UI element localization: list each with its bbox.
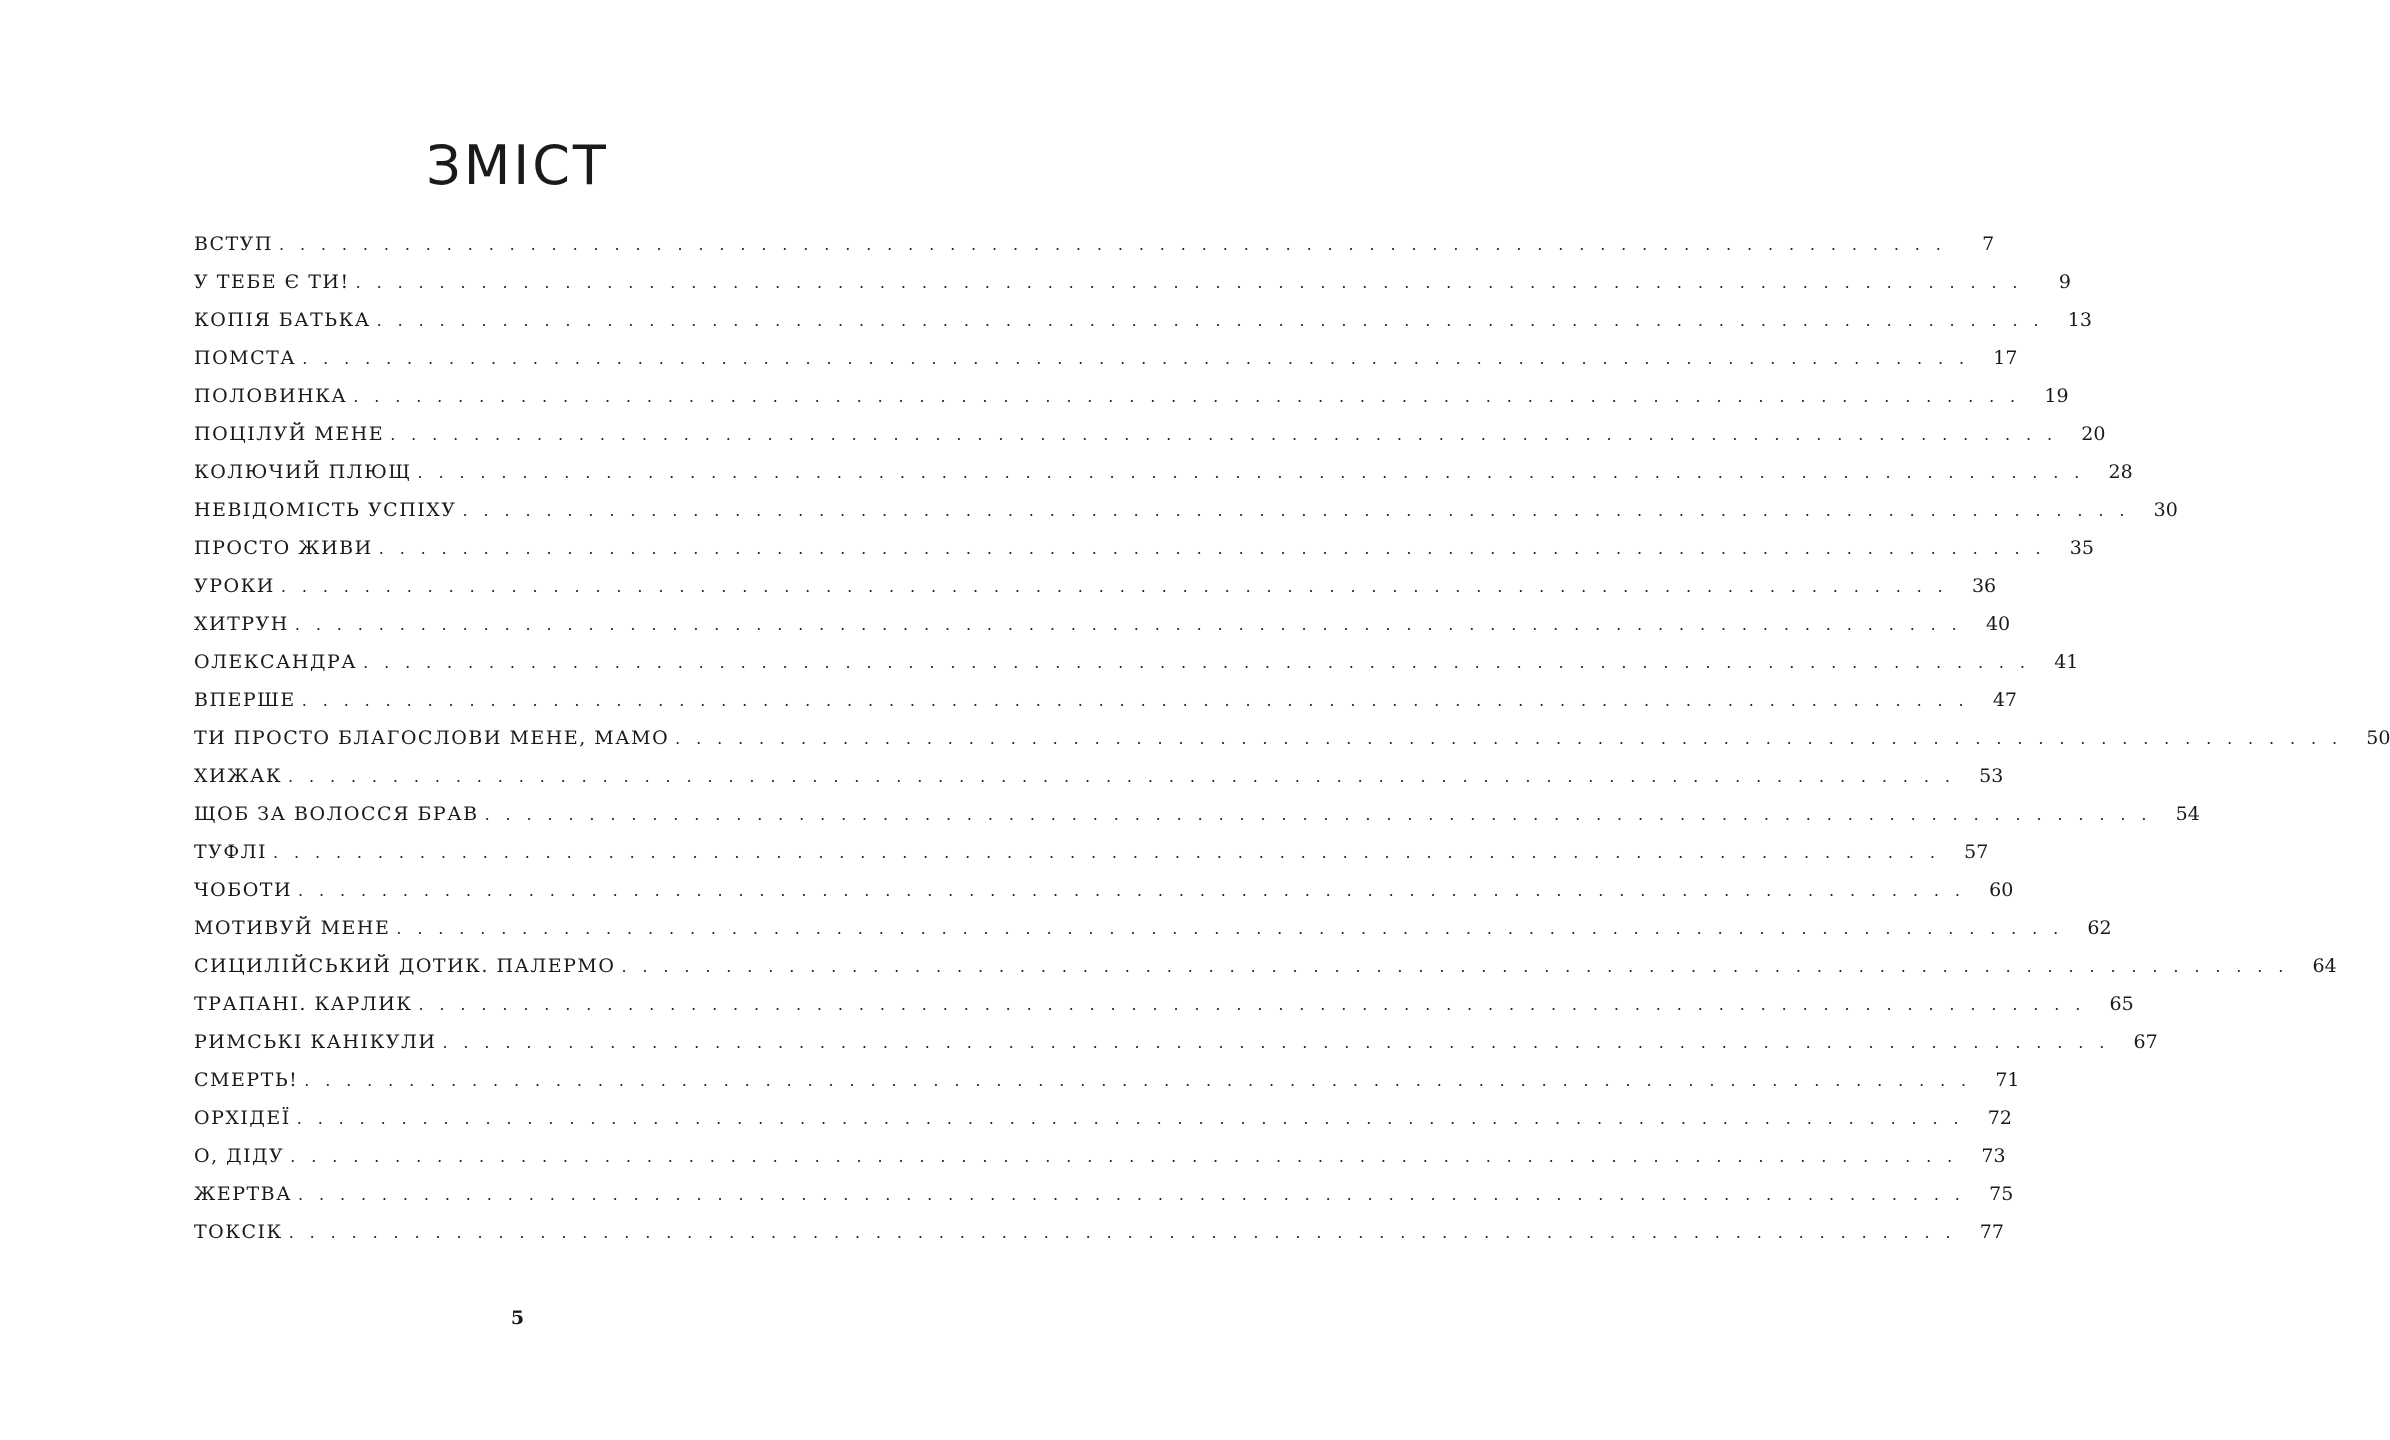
toc-entry-title: МОТИВУЙ МЕНЕ (194, 917, 391, 939)
toc-entry-title: ТРАПАНІ. КАРЛИК (194, 993, 413, 1015)
toc-entry[interactable] (194, 605, 2011, 643)
dot-leader: . . . . . . . . . . . . . . . . . . . . . . . . . . . . . . . . . . . . . . . . . . . . . . . . . . . . . . . . . . . . . . . . . . . . . . . . . . . . . . . . (378, 539, 2046, 558)
toc-entry-page-number: 40 (1985, 613, 2011, 635)
toc-entry-page-number: 53 (1979, 765, 2004, 787)
dot-leader: . . . . . . . . . . . . . . . . . . . . . . . . . . . . . . . . . . . . . . . . . . . . . . . . . . . . . . . . . . . . . . . . . . . . . . . . . . . . . . . . (304, 1071, 1972, 1090)
toc-entry[interactable] (194, 719, 2390, 757)
toc-entry[interactable] (194, 301, 2092, 339)
toc-entry-title: РИМСЬКІ КАНІКУЛИ (194, 1031, 437, 1053)
toc-entry[interactable] (194, 909, 2112, 947)
toc-entry-title: ОРХІДЕЇ (194, 1107, 291, 1129)
toc-entry-title: НЕВІДОМІСТЬ УСПІХУ (194, 499, 457, 521)
toc-entry-page-number: 20 (2081, 423, 2106, 445)
dot-leader: . . . . . . . . . . . . . . . . . . . . . . . . . . . . . . . . . . . . . . . . . . . . . . . . . . . . . . . . . . . . . . . . . . . . . . . . . . . . . . . . (301, 691, 1970, 710)
toc-entry-page-number: 71 (1995, 1069, 2020, 1091)
toc-entry-page-number: 54 (2175, 803, 2200, 825)
dot-leader: . . . . . . . . . . . . . . . . . . . . . . . . . . . . . . . . . . . . . . . . . . . . . . . . . . . . . . . . . . . . . . . . . . . . . . . . . . . . . . . . (290, 1147, 1958, 1166)
toc-entry-page-number: 65 (2109, 993, 2134, 1015)
dot-leader: . . . . . . . . . . . . . . . . . . . . . . . . . . . . . . . . . . . . . . . . . . . . . . . . . . . . . . . . . . . . . . . . . . . . . . . . . . . . . . . . (302, 349, 1970, 368)
toc-entry-page-number: 75 (1989, 1183, 2014, 1205)
dot-leader: . . . . . . . . . . . . . . . . . . . . . . . . . . . . . . . . . . . . . . . . . . . . . . . . . . . . . . . . . . . . . . . . . . . . . . . . . . . . . . . . (273, 843, 1941, 862)
dot-leader: . . . . . . . . . . . . . . . . . . . . . . . . . . . . . . . . . . . . . . . . . . . . . . . . . . . . . . . . . . . . . . . . . . . . . . . . . . . . . . . . (280, 577, 1949, 596)
toc-entry-title: О, ДІДУ (194, 1145, 285, 1167)
toc-entry-page-number: 13 (2067, 309, 2092, 331)
toc-entry[interactable] (194, 947, 2337, 985)
toc-entry-page-number: 7 (1982, 233, 1995, 255)
toc-entry-title: ВСТУП (194, 233, 273, 255)
toc-entry-title: ПОМСТА (194, 347, 297, 369)
dot-leader: . . . . . . . . . . . . . . . . . . . . . . . . . . . . . . . . . . . . . . . . . . . . . . . . . . . . . . . . . . . . . . . . . . . . . . . . . . . . . . . . (417, 463, 2085, 482)
toc-entry[interactable] (194, 985, 2134, 1023)
dot-leader: . . . . . . . . . . . . . . . . . . . . . . . . . . . . . . . . . . . . . . . . . . . . . . . . . . . . . . . . . . . . . . . . . . . . . . . . . . . . . . . . (390, 425, 2058, 444)
dot-leader: . . . . . . . . . . . . . . . . . . . . . . . . . . . . . . . . . . . . . . . . . . . . . . . . . . . . . . . . . . . . . . . . . . . . . . . . . . . . . . . . (462, 501, 2130, 520)
toc-entry[interactable] (194, 1175, 2014, 1213)
toc-entry-page-number: 62 (2087, 917, 2112, 939)
toc-entry[interactable] (194, 795, 2200, 833)
toc-entry-title: У ТЕБЕ Є ТИ! (194, 271, 350, 293)
dot-leader: . . . . . . . . . . . . . . . . . . . . . . . . . . . . . . . . . . . . . . . . . . . . . . . . . . . . . . . . . . . . . . . . . . . . . . . . . . . . . . . . (288, 1223, 1956, 1242)
toc-entry-page-number: 73 (1981, 1145, 2006, 1167)
toc-entry-page-number: 30 (2153, 499, 2178, 521)
toc-entry[interactable] (194, 757, 2004, 795)
toc-entry[interactable] (194, 1137, 2006, 1175)
toc-entry-title: ХИЖАК (194, 765, 283, 787)
toc-entry[interactable] (194, 377, 2069, 415)
toc-entry[interactable] (194, 1213, 2004, 1251)
toc-entry-title: ЖЕРТВА (194, 1183, 293, 1205)
dot-leader: . . . . . . . . . . . . . . . . . . . . . . . . . . . . . . . . . . . . . . . . . . . . . . . . . . . . . . . . . . . . . . . . . . . . . . . . . . . . . . . . (363, 653, 2031, 672)
toc-entry[interactable] (194, 1023, 2158, 1061)
toc-entry-page-number: 41 (2054, 651, 2079, 673)
toc-entry-page-number: 35 (2069, 537, 2094, 559)
toc-entry-title: ПРОСТО ЖИВИ (194, 537, 373, 559)
page-number: 5 (510, 1307, 525, 1329)
toc-entry[interactable] (194, 1099, 2012, 1137)
dot-leader: . . . . . . . . . . . . . . . . . . . . . . . . . . . . . . . . . . . . . . . . . . . . . . . . . . . . . . . . . . . . . . . . . . . . . . . . . . . . . . . . (298, 1185, 1966, 1204)
toc-entry-page-number: 64 (2312, 955, 2337, 977)
toc-entry-title: СМЕРТЬ! (194, 1069, 299, 1091)
toc-entry-page-number: 50 (2366, 727, 2390, 749)
toc-entry-title: ТУФЛІ (194, 841, 268, 863)
toc-entry-title: ОЛЕКСАНДРА (194, 651, 358, 673)
dot-leader: . . . . . . . . . . . . . . . . . . . . . . . . . . . . . . . . . . . . . . . . . . . . . . . . . . . . . . . . . . . . . . . . . . . . . . . . . . . . . . . . (278, 235, 1947, 254)
toc-entry-page-number: 67 (2133, 1031, 2158, 1053)
page-title: ЗМІСТ (426, 134, 609, 197)
toc-entry-title: ПОЛОВИНКА (194, 385, 348, 407)
toc-entry-page-number: 36 (1971, 575, 1997, 597)
toc-entry-page-number: 9 (2058, 271, 2071, 293)
toc-entry-title: ЧОБОТИ (194, 879, 293, 901)
dot-leader: . . . . . . . . . . . . . . . . . . . . . . . . . . . . . . . . . . . . . . . . . . . . . . . . . . . . . . . . . . . . . . . . . . . . . . . . . . . . . . . . (396, 919, 2064, 938)
toc-entry-title: ЩОБ ЗА ВОЛОССЯ БРАВ (194, 803, 479, 825)
toc-entry[interactable] (194, 1061, 2020, 1099)
toc-entry[interactable] (194, 263, 2071, 301)
table-of-contents (194, 225, 2390, 1251)
toc-entry-page-number: 17 (1993, 347, 2018, 369)
toc-entry[interactable] (194, 415, 2106, 453)
toc-entry[interactable] (194, 491, 2178, 529)
toc-entry-title: КОПІЯ БАТЬКА (194, 309, 371, 331)
dot-leader: . . . . . . . . . . . . . . . . . . . . . . . . . . . . . . . . . . . . . . . . . . . . . . . . . . . . . . . . . . . . . . . . . . . . . . . . . . . . . . . . (621, 957, 2289, 976)
toc-entry[interactable] (194, 643, 2079, 681)
toc-entry-title: ВПЕРШЕ (194, 689, 296, 711)
dot-leader: . . . . . . . . . . . . . . . . . . . . . . . . . . . . . . . . . . . . . . . . . . . . . . . . . . . . . . . . . . . . . . . . . . . . . . . . . . . . . . . . (675, 729, 2343, 748)
dot-leader: . . . . . . . . . . . . . . . . . . . . . . . . . . . . . . . . . . . . . . . . . . . . . . . . . . . . . . . . . . . . . . . . . . . . . . . . . . . . . . . . (353, 387, 2021, 406)
toc-entry-page-number: 72 (1987, 1107, 2012, 1129)
toc-entry[interactable] (194, 871, 2014, 909)
toc-entry-title: ХИТРУН (194, 613, 289, 635)
toc-entry-title: ПОЦІЛУЙ МЕНЕ (194, 423, 385, 445)
toc-entry[interactable] (194, 339, 2018, 377)
dot-leader: . . . . . . . . . . . . . . . . . . . . . . . . . . . . . . . . . . . . . . . . . . . . . . . . . . . . . . . . . . . . . . . . . . . . . . . . . . . . . . . . (298, 881, 1966, 900)
dot-leader: . . . . . . . . . . . . . . . . . . . . . . . . . . . . . . . . . . . . . . . . . . . . . . . . . . . . . . . . . . . . . . . . . . . . . . . . . . . . . . . . (355, 273, 2023, 292)
toc-entry-page-number: 77 (1979, 1221, 2004, 1243)
dot-leader: . . . . . . . . . . . . . . . . . . . . . . . . . . . . . . . . . . . . . . . . . . . . . . . . . . . . . . . . . . . . . . . . . . . . . . . . . . . . . . . . (484, 805, 2152, 824)
toc-entry[interactable] (194, 681, 2018, 719)
toc-entry-page-number: 60 (1989, 879, 2014, 901)
toc-entry[interactable] (194, 529, 2094, 567)
toc-entry-title: СИЦИЛІЙСЬКИЙ ДОТИК. ПАЛЕРМО (194, 955, 616, 977)
toc-entry[interactable] (194, 567, 1997, 605)
toc-entry[interactable] (194, 453, 2133, 491)
toc-entry-page-number: 47 (1992, 689, 2018, 711)
toc-entry-title: ТИ ПРОСТО БЛАГОСЛОВИ МЕНЕ, МАМО (194, 727, 670, 749)
toc-entry-title: КОЛЮЧИЙ ПЛЮЩ (194, 461, 412, 483)
toc-entry-page-number: 57 (1964, 841, 1989, 863)
toc-entry-page-number: 28 (2108, 461, 2133, 483)
toc-entry[interactable] (194, 833, 1989, 871)
dot-leader: . . . . . . . . . . . . . . . . . . . . . . . . . . . . . . . . . . . . . . . . . . . . . . . . . . . . . . . . . . . . . . . . . . . . . . . . . . . . . . . . (418, 995, 2086, 1014)
dot-leader: . . . . . . . . . . . . . . . . . . . . . . . . . . . . . . . . . . . . . . . . . . . . . . . . . . . . . . . . . . . . . . . . . . . . . . . . . . . . . . . . (296, 1109, 1964, 1128)
toc-entry-title: ТОКСІК (194, 1221, 283, 1243)
dot-leader: . . . . . . . . . . . . . . . . . . . . . . . . . . . . . . . . . . . . . . . . . . . . . . . . . . . . . . . . . . . . . . . . . . . . . . . . . . . . . . . . (294, 615, 1963, 634)
toc-entry-page-number: 19 (2044, 385, 2069, 407)
toc-entry[interactable] (194, 225, 1995, 263)
dot-leader: . . . . . . . . . . . . . . . . . . . . . . . . . . . . . . . . . . . . . . . . . . . . . . . . . . . . . . . . . . . . . . . . . . . . . . . . . . . . . . . . (442, 1033, 2110, 1052)
dot-leader: . . . . . . . . . . . . . . . . . . . . . . . . . . . . . . . . . . . . . . . . . . . . . . . . . . . . . . . . . . . . . . . . . . . . . . . . . . . . . . . . (288, 767, 1956, 786)
toc-entry-title: УРОКИ (194, 575, 275, 597)
dot-leader: . . . . . . . . . . . . . . . . . . . . . . . . . . . . . . . . . . . . . . . . . . . . . . . . . . . . . . . . . . . . . . . . . . . . . . . . . . . . . . . . (376, 311, 2044, 330)
